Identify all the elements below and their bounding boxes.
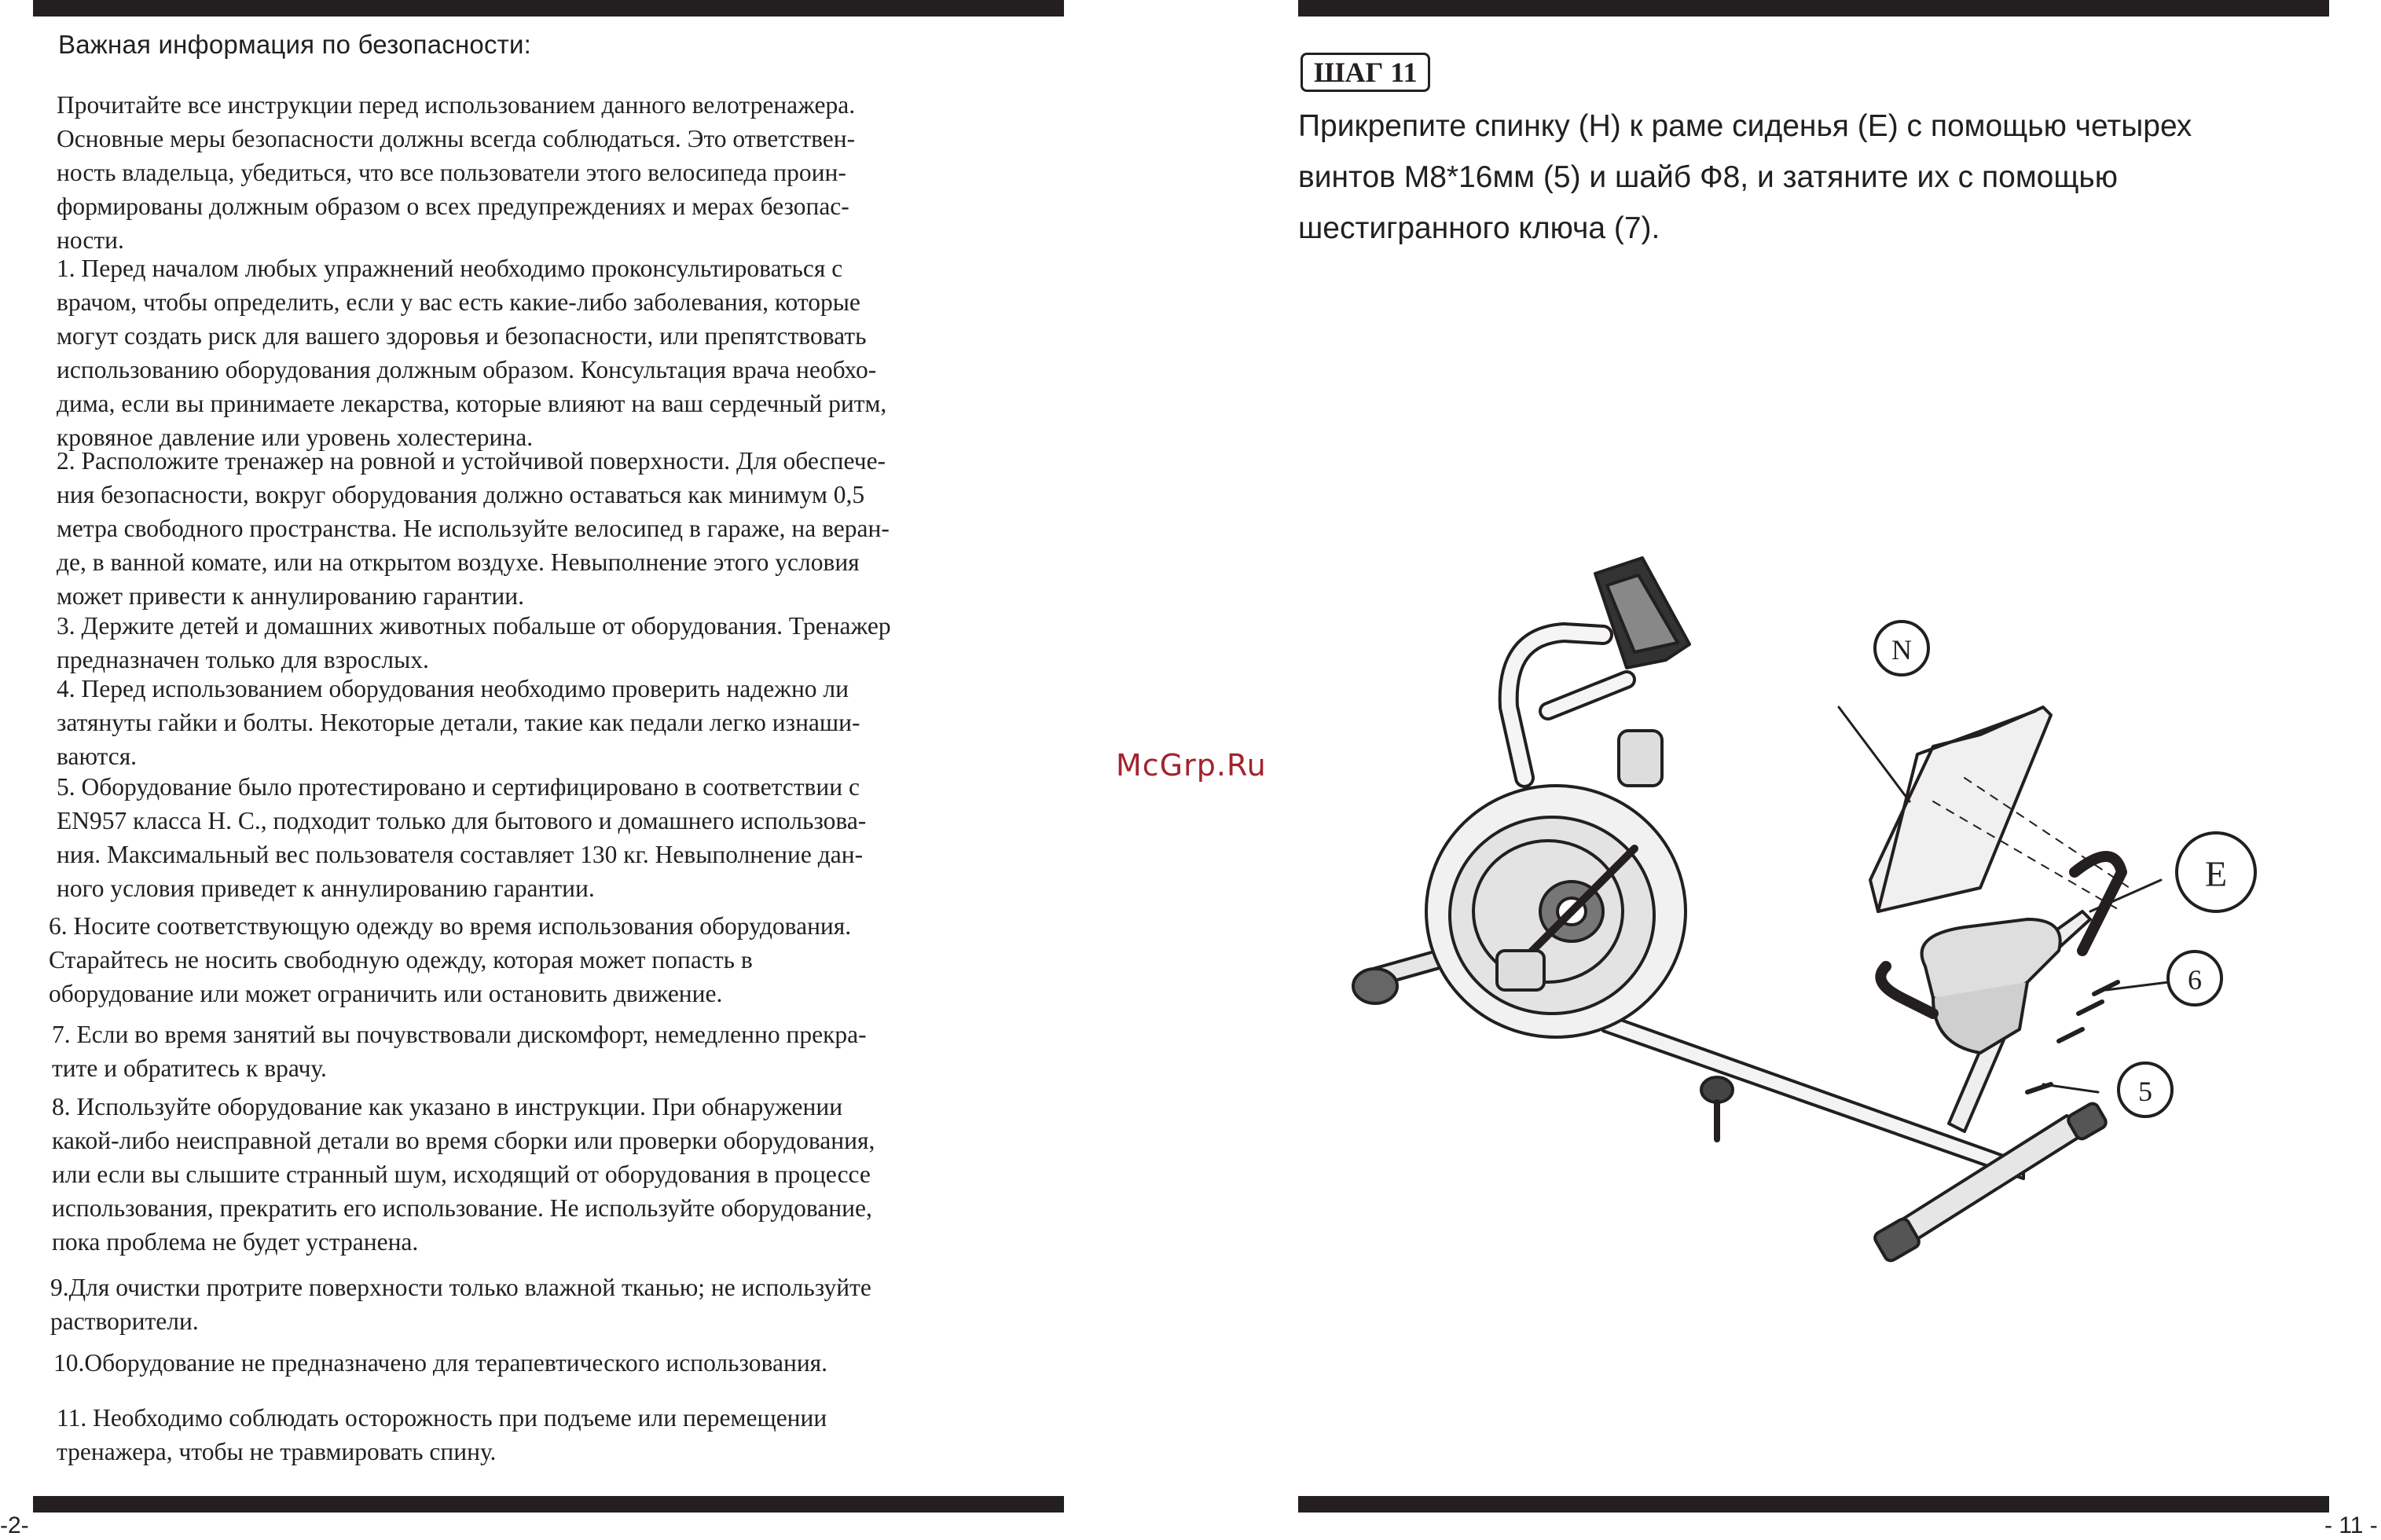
safety-item-8: 8. Используйте оборудование как указано в инструкции. При обнаружении какой-либо неисправной детали во время сборки или проверки оборудования, или если вы слышите странный шум, исходящий от оборудования в процессе использования, прекратить его использование. Не используйте оборудование, пока проблема не будет устранена. — [52, 1093, 875, 1256]
callout-5-label: 5 — [2138, 1076, 2152, 1107]
safety-title: Важная информация по безопасности: — [58, 30, 531, 59]
callout-e-label: E — [2204, 853, 2228, 894]
page-number-left: -2- — [0, 1512, 29, 1538]
safety-item-10: 10.Оборудование не предназначено для терапевтического использования. — [53, 1349, 828, 1377]
safety-item-5: 5. Оборудование было протестировано и сертифицировано в соответствии с EN957 класса Н. С., подходит только для бытового и домашнего использова- ния. Максимальный вес пользователя составляет 130 кг. Невыполнение дан- ного условия приведет к аннулированию гарантии. — [57, 773, 867, 902]
callout-6-label: 6 — [2188, 964, 2202, 996]
callout-n-label: N — [1891, 634, 1912, 666]
bottom-rule-left — [33, 1496, 1064, 1512]
safety-item-3: 3. Держите детей и домашних животных побальше от оборудования. Тренажер предназначен только для взрослых. — [57, 612, 891, 673]
safety-item-1: 1. Перед началом любых упражнений необходимо проконсультироваться с врачом, чтобы определить, если у вас есть какие-либо заболевания, которые могут создать риск для вашего здоровья и безопасности, или препятствовать использованию оборудования должным образом. Консультация врача необхо- дима, если вы принимаете лекарства, которые влияют на ваш сердечный ритм, кровяное давление или уровень холестерина. — [57, 255, 887, 451]
safety-intro: Прочитайте все инструкции перед использованием данного велотренажера. Основные меры безопасности должны всегда соблюдаться. Это ответствен- ность владельца, убедиться, что все пользователи этого велосипеда проин- формированы должным образом о всех предупреждениях и мерах безопас- ности. — [57, 91, 856, 254]
safety-item-9: 9.Для очистки протрите поверхности только влажной тканью; не используйте растворители. — [50, 1274, 871, 1335]
assembly-diagram — [1336, 542, 2263, 1328]
top-rule-right — [1298, 0, 2329, 16]
top-rule-left — [33, 0, 1064, 16]
bottom-rule-right — [1298, 1496, 2329, 1512]
step-instruction: Прикрепите спинку (Н) к раме сиденья (Е) с помощью четырех винтов М8*16мм (5) и шайб Ф8, и затяните их с помощью шестигранного ключа (7). — [1298, 109, 2192, 245]
step-label: ШАГ 11 — [1301, 53, 1430, 92]
safety-item-11: 11. Необходимо соблюдать осторожность при подъеме или перемещении тренажера, чтобы не травмировать спину. — [57, 1404, 827, 1465]
watermark-text: McGrp.Ru — [1116, 748, 1267, 783]
safety-item-7: 7. Если во время занятий вы почувствовали дискомфорт, немедленно прекра- тите и обратитесь к врачу. — [52, 1021, 867, 1082]
page-number-right: - 11 - — [2324, 1512, 2378, 1538]
safety-item-6: 6. Носите соответствующую одежду во время использования оборудования. Старайтесь не носить свободную одежду, которая может попасть в оборудование или может ограничить или остановить движение. — [49, 912, 852, 1007]
safety-item-2: 2. Расположите тренажер на ровной и устойчивой поверхности. Для обеспече- ния безопасности, вокруг оборудования должно оставаться как минимум 0,5 метра свободного пространства. Не используйте велосипед в гараже, на веран- де, в ванной комате, или на открытом воздухе. Невыполнение этого условия может привести к аннулированию гарантии. — [57, 447, 890, 610]
safety-item-4: 4. Перед использованием оборудования необходимо проверить надежно ли затянуты гайки и болты. Некоторые детали, такие как педали легко изнаши- ваются. — [57, 675, 860, 770]
